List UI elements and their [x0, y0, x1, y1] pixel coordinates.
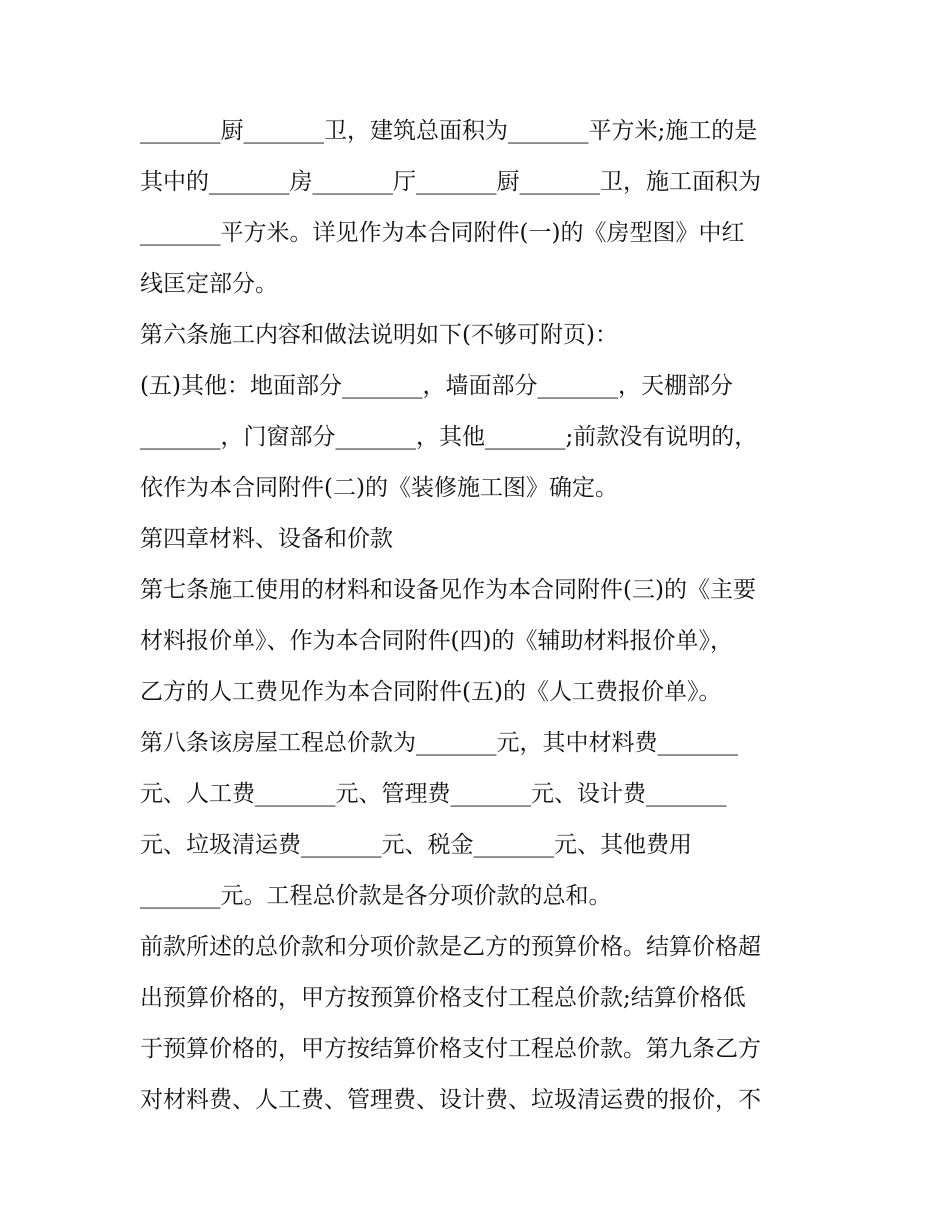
section-heading-article-6: 第六条施工内容和做法说明如下(不够可附页)：	[140, 322, 618, 348]
text-line: 元、垃圾清运费_______元、税金_______元、其他费用	[140, 832, 692, 858]
chapter-heading: 第四章材料、设备和价款	[140, 526, 393, 552]
text-line: (五)其他：地面部分_______，墙面部分_______，天棚部分	[140, 373, 733, 399]
text-line: 元、人工费_______元、管理费_______元、设计费_______	[140, 781, 727, 807]
text-line: 于预算价格的，甲方按结算价格支付工程总价款。第九条乙方	[140, 1036, 761, 1062]
text-line: _______平方米。详见作为本合同附件(一)的《房型图》中红	[140, 220, 745, 246]
text-line: _______元。工程总价款是各分项价款的总和。	[140, 883, 612, 909]
document-body	[140, 106, 830, 1126]
text-line: 对材料费、人工费、管理费、设计费、垃圾清运费的报价，不	[140, 1087, 761, 1113]
text-line: 出预算价格的，甲方按预算价格支付工程总价款;结算价格低	[140, 985, 746, 1011]
text-line: 依作为本合同附件(二)的《装修施工图》确定。	[140, 475, 618, 501]
text-line: 第八条该房屋工程总价款为_______元，其中材料费_______	[140, 730, 738, 756]
text-line: 材料报价单》、作为本合同附件(四)的《辅助材料报价单》，	[140, 628, 733, 654]
text-line: 前款所述的总价款和分项价款是乙方的预算价格。结算价格超	[140, 934, 761, 960]
text-line: _______，门窗部分_______，其他_______;前款没有说明的，	[140, 424, 758, 450]
text-line: 第七条施工使用的材料和设备见作为本合同附件(三)的《主要	[140, 577, 756, 603]
text-line: 其中的_______房_______厅_______厨_______卫，施工面积为	[140, 169, 761, 195]
text-line: _______厨_______卫，建筑总面积为_______平方米;施工的是	[140, 118, 758, 144]
text-line: 乙方的人工费见作为本合同附件(五)的《人工费报价单》。	[140, 679, 722, 705]
text-line: 线匡定部分。	[140, 271, 278, 297]
